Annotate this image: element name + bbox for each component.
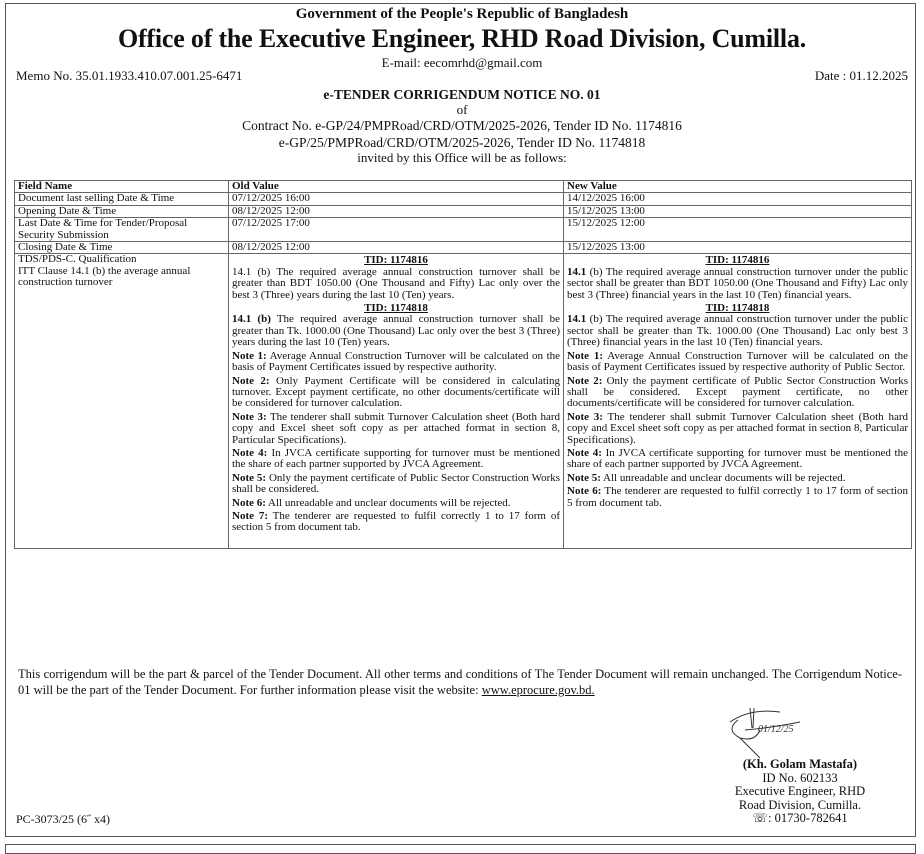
note-text: The tenderer shall submit Turnover Calculation sheet (Both hard copy and Excel sheet soft copy as per attached format in section 8, Particular Specifications). [567, 410, 908, 446]
table-row-qualification [15, 254, 912, 548]
note-text: Average Annual Construction Turnover will be calculated on the basis of Payment Certificates issued by respective authority. [232, 349, 561, 374]
note-item [232, 498, 560, 509]
new-value-cell: 15/12/2025 13:00 [564, 242, 912, 254]
telephone-icon: ☏ [752, 811, 769, 825]
tid-heading: TID: 1174816 [705, 254, 770, 267]
note-label: Note 4: [232, 446, 268, 459]
note-label: Note 5: [232, 471, 267, 484]
note-label: Note 4: [567, 446, 602, 459]
note-text: (b) The required average annual construction turnover under the public sector shall be greater than Tk. 1000.00 (One Thousand) Lac only best 3 (Three) financial years in the last 10 (Ten) financial years. [567, 313, 908, 349]
field-name-cell: Opening Date & Time [15, 205, 229, 217]
table-row [15, 242, 912, 254]
signatory-block [700, 758, 900, 826]
note-text: Only Payment Certificate will be considered in calculating turnover. Except payment certificate, no other documents/certificate will be considered for turnover calculation. [232, 374, 560, 410]
old-value-cell: 07/12/2025 17:00 [229, 218, 564, 242]
table-row [15, 193, 912, 205]
note-text: Only the payment certificate of Public Sector Construction Works shall be considered. [232, 471, 561, 496]
handwritten-signature [720, 700, 810, 760]
note-label: 14.1 [567, 313, 587, 326]
field-name-cell: Closing Date & Time [15, 242, 229, 254]
pc-code: PC-3073/25 (6˝ x4) [16, 812, 110, 826]
corrigendum-table [14, 180, 912, 549]
footer-note [18, 666, 902, 698]
note-item [567, 412, 908, 446]
note-text: Only the payment certificate of Public Sector Construction Works shall be considered. Except payment certificate, no other documents/certificate will be considered for turnover calculation. [567, 374, 909, 410]
qualification-field [15, 254, 229, 548]
note-text: The required average annual construction turnover shall be greater than Tk. 1000.00 (One Thousand) Lac only over the best 3 (Three) years during the last 10 (Ten) years. [232, 313, 560, 349]
note-text: In JVCA certificate supporting for turnover must be mentioned the share of each partner supported by JVCA Agreement. [567, 446, 908, 471]
note-text: The tenderer shall submit Turnover Calculation sheet (Both hard copy and Excel sheet soft copy as per attached format in section 8, Particular Specifications). [232, 410, 560, 446]
note-item [567, 486, 908, 509]
note-text: All unreadable and unclear documents will be rejected. [265, 496, 511, 509]
signatory-id: ID No. 602133 [762, 770, 838, 785]
note-label: Note 1: [232, 349, 267, 362]
government-heading: Government of the People's Republic of Bangladesh [295, 6, 629, 22]
new-value-cell: 15/12/2025 13:00 [564, 205, 912, 217]
note-text: All unreadable and unclear documents will be rejected. [600, 471, 846, 484]
note-item [232, 314, 560, 348]
tid-heading: TID: 1174818 [364, 302, 428, 315]
note-text: The tenderer are requested to fulfil correctly 1 to 17 form of section 5 from document tab. [232, 509, 561, 534]
qualification-old-value [229, 254, 564, 548]
note-label: Note 1: [567, 349, 604, 362]
note-item [567, 448, 908, 471]
note-item [232, 351, 560, 374]
signatory-division: Road Division, Cumilla. [738, 797, 862, 812]
note-item [232, 376, 560, 410]
new-value-cell: 14/12/2025 16:00 [564, 193, 912, 205]
notice-title: e-TENDER CORRIGENDUM NOTICE NO. 01 [323, 87, 601, 102]
field-line: ITT Clause 14.1 (b) the average annual construction turnover [18, 264, 191, 289]
email: E-mail: eecomrhd@gmail.com [381, 55, 543, 70]
note-text: The tenderer are requested to fulfil correctly 1 to 17 form of section 5 from document tab. [567, 485, 909, 509]
header-old-value: Old Value [229, 181, 564, 193]
table-header-row [15, 181, 912, 193]
header-new-value: New Value [564, 181, 912, 193]
field-name-cell: Last Date & Time for Tender/Proposal Security Submission [15, 218, 229, 242]
table-row [15, 205, 912, 217]
note-item [567, 473, 908, 484]
note-label: Note 5: [567, 471, 601, 484]
note-label: Note 2: [567, 374, 603, 387]
field-name-cell: Document last selling Date & Time [15, 193, 229, 205]
signatory-designation: Executive Engineer, RHD [734, 784, 866, 798]
office-title: Office of the Executive Engineer, RHD Road Division, Cumilla. [117, 24, 807, 53]
signatory-name: (Kh. Golam Mastafa) [742, 757, 858, 771]
footer-text: This corrigendum will be the part & parcel of the Tender Document. All other terms and conditions of The Tender Document will remain unchanged. The Corrigendum Notice-01 will be the part of the Tender Document. For further information please visit the website: [18, 667, 902, 697]
old-value-cell: 08/12/2025 12:00 [229, 205, 564, 217]
note-text: Average Annual Construction Turnover will be calculated on the basis of Payment Certificates issued by respective authority of Public Sector. [567, 349, 909, 374]
header-field-name: Field Name [15, 181, 229, 193]
old-value-cell: 07/12/2025 16:00 [229, 193, 564, 205]
note-label: Note 3: [232, 410, 267, 423]
table-row [15, 218, 912, 242]
note-label: 14.1 (b) [232, 313, 271, 326]
tid-heading: TID: 1174816 [364, 254, 428, 267]
invited-text: invited by this Office will be as follows: [357, 150, 567, 165]
svg-text:01/12/25: 01/12/25 [758, 724, 794, 735]
note-item [232, 448, 560, 471]
memo-number: Memo No. 35.01.1933.410.07.001.25-6471 [16, 68, 243, 83]
of-text: of [456, 102, 468, 117]
note-text: In JVCA certificate supporting for turnover must be mentioned the share of each partner supported by JVCA Agreement. [232, 446, 560, 471]
field-line: TDS/PDS-C. Qualification [18, 253, 137, 266]
note-label: Note 2: [232, 374, 270, 387]
clause-label: 14.1 [567, 265, 587, 278]
note-item [567, 314, 908, 348]
notice-date: Date : 01.12.2025 [814, 68, 908, 83]
note-label: Note 7: [232, 509, 269, 522]
note-label: Note 6: [232, 496, 266, 509]
note-item [232, 511, 560, 534]
clause-text [567, 267, 908, 301]
old-value-cell: 08/12/2025 12:00 [229, 242, 564, 254]
tid-heading: TID: 1174818 [705, 302, 770, 315]
qualification-new-value [564, 254, 912, 548]
new-value-cell: 15/12/2025 12:00 [564, 218, 912, 242]
contract-line-2: e-GP/25/PMPRoad/CRD/OTM/2025-2026, Tender ID No. 1174818 [278, 135, 646, 150]
note-label: Note 3: [567, 410, 603, 423]
contract-line-1: Contract No. e-GP/24/PMPRoad/CRD/OTM/2025-2026, Tender ID No. 1174816 [242, 118, 682, 133]
note-item [232, 412, 560, 446]
note-item [567, 351, 908, 374]
clause-text: 14.1 (b) The required average annual construction turnover shall be greater than BDT 1050.00 (One Thousand and Fifty) Lac only over the best 3 (Three) years during the last 10 (Ten) years. [232, 265, 560, 301]
note-item [232, 473, 560, 496]
note-item [567, 376, 908, 410]
signatory-phone: : 01730-782641 [768, 811, 848, 825]
website-link[interactable]: www.eprocure.gov.bd. [481, 683, 595, 697]
clause-body: (b) The required average annual construction turnover under the public sector shall be greater than BDT 1050.00 (One Thousand and Fifty) Lac only best 3 (Three) financial years in the last 10 (Ten) financial years. [567, 265, 908, 301]
note-label: Note 6: [567, 485, 602, 498]
